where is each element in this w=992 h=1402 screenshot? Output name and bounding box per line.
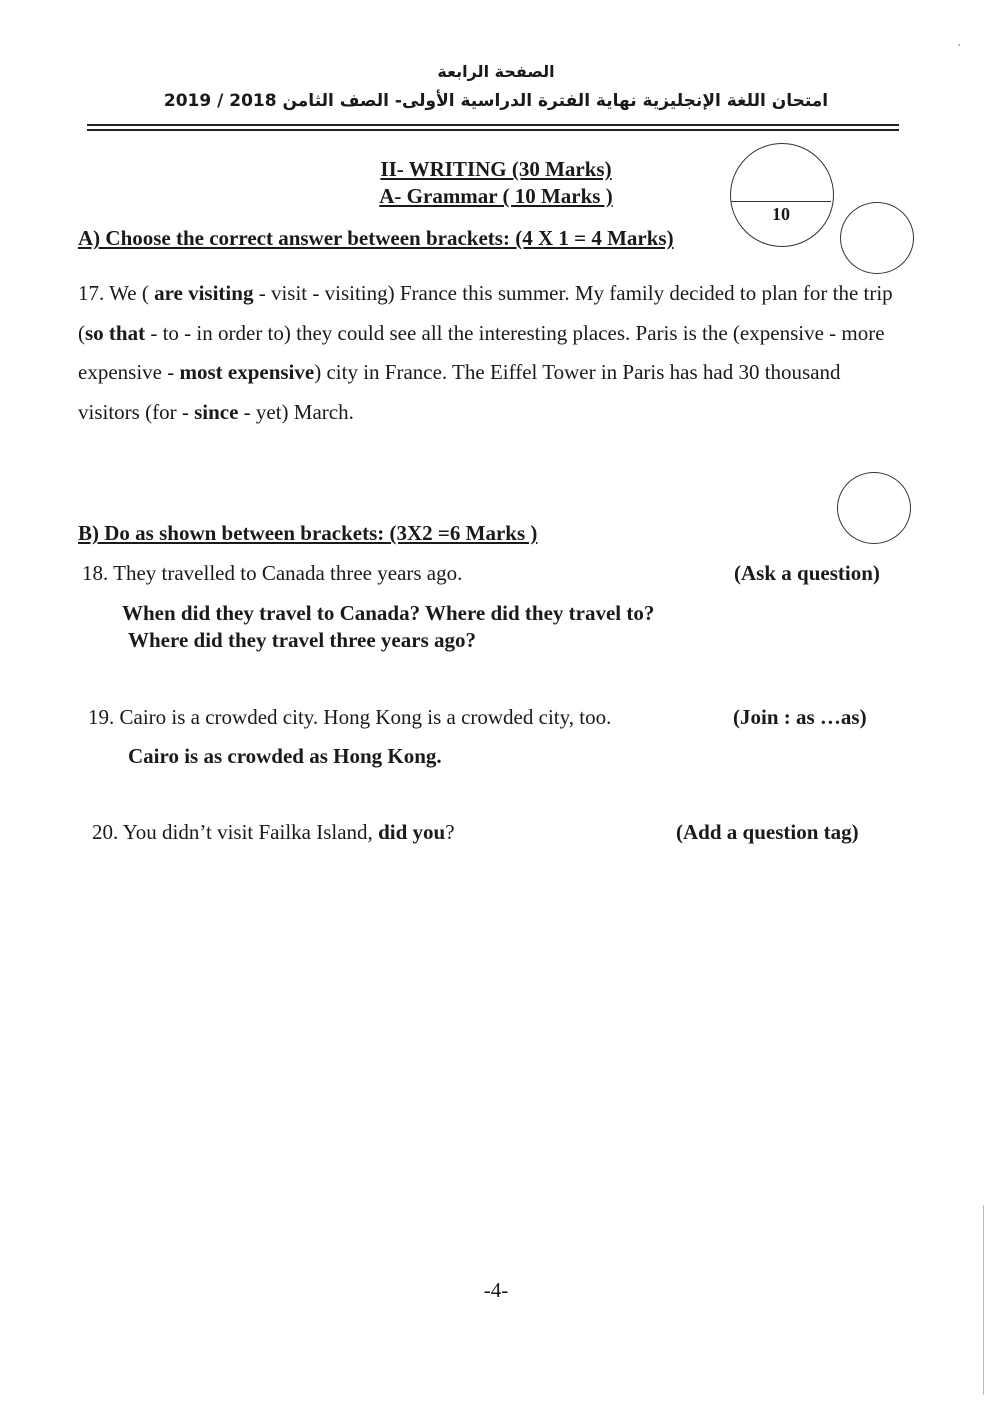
q20-answer: did you	[378, 820, 446, 844]
total-score-circle	[730, 143, 834, 247]
q17-answer-1: are visiting	[154, 281, 254, 305]
section-title: II- WRITING (30 Marks)	[380, 157, 612, 181]
scan-edge-line	[983, 1205, 984, 1395]
q18-answer-line-1: When did they travel to Canada? Where did they travel to?	[122, 601, 655, 625]
q19-answer: Cairo is as crowded as Hong Kong.	[128, 744, 442, 768]
q20-text: 20. You didn’t visit Failka Island,	[92, 820, 379, 844]
part-a-score-circle	[840, 202, 914, 274]
question-19: 19. Cairo is a crowded city. Hong Kong is a crowded city, too.	[88, 705, 612, 729]
page-number: -4-	[483, 1278, 509, 1302]
exam-title: امتحان اللغة الإنجليزية نهاية الفترة الدراسية الأولى- الصف الثامن 2018 / 2019	[163, 91, 829, 111]
q17-text-3: - to - in order to) they could see all the interesting places. Paris is the (expensive - more expensive -	[78, 320, 885, 384]
part-b-score-circle	[837, 472, 911, 544]
total-score-value: 10	[772, 204, 790, 224]
question-17	[78, 274, 898, 432]
part-b-heading: B) Do as shown between brackets: (3X2 =6 Marks )	[78, 521, 538, 545]
header-divider	[87, 124, 899, 131]
page-label: الصفحة الرابعة	[437, 62, 555, 81]
q17-answer-3: most expensive	[179, 360, 315, 384]
section-subtitle: A- Grammar ( 10 Marks )	[379, 184, 613, 208]
q20-punct: ?	[445, 820, 455, 844]
question-18: 18. They travelled to Canada three years ago.	[82, 561, 463, 585]
q17-text-1: 17. We (	[78, 281, 155, 305]
q18-answer-line-2: Where did they travel three years ago?	[128, 628, 476, 652]
q17-text-2: - visit - visiting) France this summer. My family decided to plan for the trip (	[78, 281, 893, 345]
q17-answer-4: since	[194, 399, 239, 424]
q17-text-5: - yet) March.	[238, 399, 354, 424]
part-a-heading: A) Choose the correct answer between brackets: (4 X 1 = 4 Marks)	[78, 226, 674, 250]
scan-speck	[958, 44, 960, 46]
q19-instruction: (Join : as …as)	[733, 705, 867, 729]
score-divider-line	[731, 201, 831, 202]
q17-answer-2: so that	[85, 320, 146, 345]
q17-text-4: ) city in France. The Eiffel Tower in Paris has had 30 thousand visitors (for -	[78, 360, 841, 424]
q20-instruction: (Add a question tag)	[676, 820, 859, 844]
q18-instruction: (Ask a question)	[734, 561, 880, 585]
question-20	[92, 820, 455, 845]
